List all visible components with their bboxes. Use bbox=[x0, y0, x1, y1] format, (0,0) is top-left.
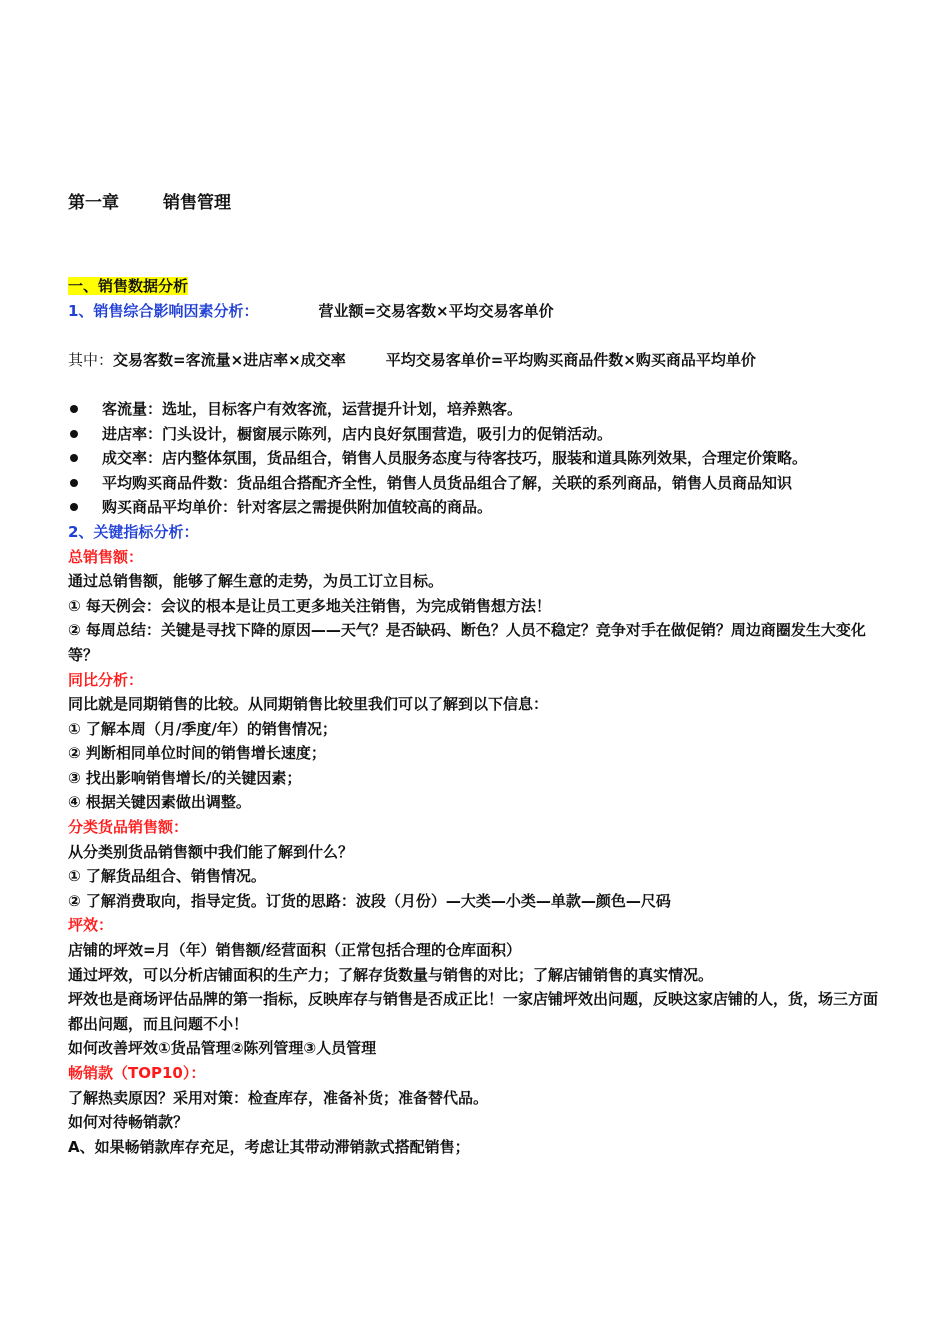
paragraph: ① 了解货品组合、销售情况。 bbox=[68, 867, 266, 886]
chapter-name: 销售管理 bbox=[163, 193, 231, 213]
paragraph: ③ 找出影响销售增长/的关键因素； bbox=[68, 768, 302, 787]
bullet-icon bbox=[70, 454, 78, 462]
paragraph: ② 每周总结：关键是寻找下降的原因——天气？是否缺码、断色？人员不稳定？竞争对手在做促销？周边商圈发生大变化等？ bbox=[68, 621, 866, 664]
list-item: 进店率：门头设计，橱窗展示陈列，店内良好氛围营造，吸引力的促销活动。 bbox=[68, 422, 884, 447]
chapter-title bbox=[68, 188, 231, 213]
paragraph: 通过坪效，可以分析店铺面积的生产力；了解存货数量与销售的对比；了解店铺销售的真实情况。 bbox=[68, 965, 714, 984]
factor-bullet-list bbox=[68, 397, 884, 520]
paragraph: A、如果畅销款库存充足，考虑让其带动滞销款式搭配销售； bbox=[68, 1137, 470, 1156]
sub-heading-key-metrics: 2、关键指标分析： bbox=[68, 522, 199, 541]
paragraph: 从分类别货品销售额中我们能了解到什么？ bbox=[68, 842, 354, 861]
section-heading: 一、销售数据分析 bbox=[68, 277, 189, 295]
paragraph: ② 了解消费取向，指导定货。订货的思路：波段（月份）—大类—小类—单款—颜色—尺码 bbox=[68, 891, 671, 910]
paragraph: ② 判断相同单位时间的销售增长速度； bbox=[68, 744, 326, 763]
bullet-icon bbox=[70, 479, 78, 487]
among-prefix: 其中： bbox=[68, 350, 114, 369]
paragraph: ① 每天例会：会议的根本是让员工更多地关注销售，为完成销售想方法！ bbox=[68, 596, 551, 615]
heading-total-sales: 总销售额： bbox=[68, 547, 144, 566]
revenue-formula: 营业额=交易客数×平均交易客单价 bbox=[318, 301, 554, 320]
customer-count-formula: 交易客数=客流量×进店率×成交率 bbox=[113, 350, 346, 369]
list-item: 客流量：选址，目标客户有效客流，运营提升计划，培养熟客。 bbox=[68, 397, 884, 422]
paragraph: 同比就是同期销售的比较。从同期销售比较里我们可以了解到以下信息： bbox=[68, 695, 549, 714]
heading-yoy: 同比分析： bbox=[68, 670, 144, 689]
heading-bestseller: 畅销款（TOP10）： bbox=[68, 1064, 206, 1082]
paragraph: 如何改善坪效①货品管理②陈列管理③人员管理 bbox=[68, 1039, 377, 1058]
bullet-icon bbox=[70, 405, 78, 413]
formula-line bbox=[68, 348, 884, 373]
chapter-content bbox=[68, 274, 884, 1159]
sub-heading-factors: 1、销售综合影响因素分析： 营业额=交易客数×平均交易客单价 bbox=[68, 301, 554, 320]
avg-ticket-formula: 平均交易客单价=平均购买商品件数×购买商品平均单价 bbox=[385, 350, 756, 369]
chapter-number: 第一章 bbox=[68, 193, 119, 213]
paragraph: 如何对待畅销款？ bbox=[68, 1113, 189, 1132]
heading-efficiency: 坪效： bbox=[68, 916, 114, 935]
paragraph: 了解热卖原因？采用对策：检查库存，准备补货；准备替代品。 bbox=[68, 1088, 489, 1107]
bullet-icon bbox=[70, 503, 78, 511]
paragraph: 通过总销售额，能够了解生意的走势，为员工订立目标。 bbox=[68, 572, 444, 591]
heading-category-sales: 分类货品销售额： bbox=[68, 818, 189, 837]
bullet-icon bbox=[70, 430, 78, 438]
list-item: 成交率：店内整体氛围，货品组合，销售人员服务态度与待客技巧，服装和道具陈列效果，合理定价策略。 bbox=[68, 446, 884, 471]
paragraph: ① 了解本周（月/季度/年）的销售情况； bbox=[68, 719, 337, 738]
list-item: 购买商品平均单价：针对客层之需提供附加值较高的商品。 bbox=[68, 495, 884, 520]
paragraph: ④ 根据关键因素做出调整。 bbox=[68, 793, 251, 812]
list-item: 平均购买商品件数：货品组合搭配齐全性，销售人员货品组合了解，关联的系列商品，销售人员商品知识 bbox=[68, 471, 884, 496]
paragraph: 坪效也是商场评估品牌的第一指标，反映库存与销售是否成正比！一家店铺坪效出问题，反映这家店铺的人，货，场三方面都出问题，而且问题不小！ bbox=[68, 990, 879, 1033]
paragraph: 店铺的坪效=月（年）销售额/经营面积（正常包括合理的仓库面积） bbox=[68, 941, 522, 960]
